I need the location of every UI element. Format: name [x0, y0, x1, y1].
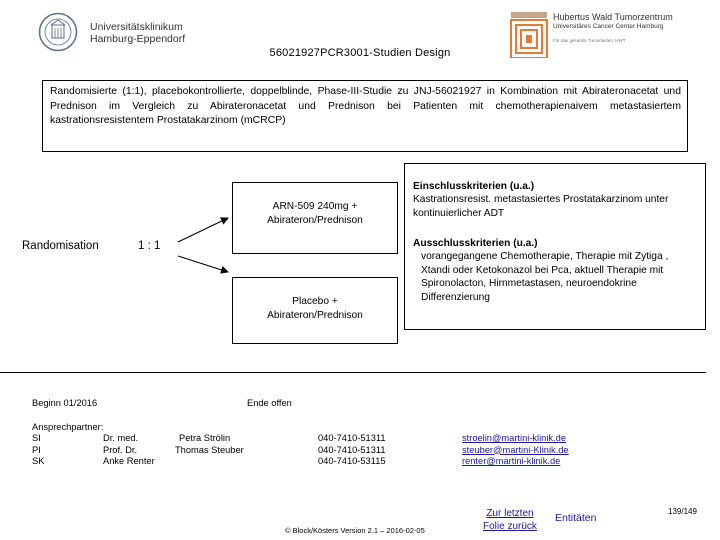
contacts-table: [32, 433, 592, 473]
arm-line: Placebo +: [292, 296, 338, 307]
end-date: Ende offen: [247, 398, 292, 408]
study-description-box: [42, 80, 688, 152]
university-seal-icon: [38, 12, 78, 52]
uke-logo: [38, 12, 198, 52]
inclusion-title: Einschlusskriterien (u.a.): [413, 181, 535, 192]
criteria-box: [404, 163, 706, 330]
contact-phone: 040-7410-53115: [318, 456, 386, 466]
contact-email-link[interactable]: steuber@martini-Klinik.de: [462, 444, 569, 455]
arrow-to-arm2: [178, 256, 228, 272]
contact-role: SI: [32, 433, 41, 443]
hwt-logo-line1: Hubertus Wald Tumorzentrum: [553, 12, 673, 22]
arrow-to-arm1: [178, 218, 228, 242]
randomisation-arrows: [170, 212, 236, 274]
inclusion-text: Kastrationsresist. metastasiertes Prostatakarzinom unter kontinuierlicher ADT: [413, 194, 669, 219]
arm-line: Abirateron/Prednison: [267, 215, 363, 226]
page-number: 139/149: [668, 507, 697, 516]
treatment-arm-box: [232, 182, 398, 254]
randomisation-ratio: 1 : 1: [138, 240, 161, 252]
placebo-arm-box: [232, 277, 398, 344]
contact-name: Petra Strölin: [179, 433, 231, 443]
entities-link[interactable]: Entitäten: [555, 512, 597, 524]
contact-title: Anke Renter: [103, 456, 155, 466]
copyright: © Block/Kösters Version 2.1 – 2016-02-05: [285, 526, 425, 535]
start-date: Beginn 01/2016: [32, 398, 98, 408]
contact-title: Dr. med.: [103, 433, 139, 443]
previous-slide-line1[interactable]: Zur letzten: [486, 508, 534, 519]
contacts-title: Ansprechpartner:: [32, 422, 104, 432]
uke-logo-text: [90, 21, 185, 45]
exclusion-text: vorangegangene Chemotherapie, Therapie mit Zytiga , Xtandi oder Ketokonazol bei Pca, aktuell Therapie mit Spironolacton, Hirnmetastasen, neuroendokrine Differenzierung: [421, 251, 669, 303]
section-divider: [0, 372, 706, 373]
contact-email-link[interactable]: renter@martini-klinik.de: [462, 456, 561, 466]
contact-role: SK: [32, 456, 45, 466]
contact-role: PI: [32, 444, 41, 455]
hwt-logo-tagline: Für das gesamte Tumorleiden: HWT: [553, 38, 626, 43]
study-description: Randomisierte (1:1), placebokontrollierte, doppelblinde, Phase-III-Studie zu JNJ-56021927 in Kombination mit Abirateronacetat und Prednison im Vergleich zu Abirateronacetat und Prednison bei Patienten mit chemotherapienaivem metastasiertem kastrationsresistentem Prostatakarzinom (mCRCP): [50, 86, 681, 126]
uke-logo-line2: Hamburg-Eppendorf: [90, 33, 186, 45]
contact-email-link[interactable]: stroelin@martini-klinik.de: [462, 433, 566, 443]
contact-name: Thomas Steuber: [175, 444, 244, 455]
uke-logo-line1: Universitätsklinikum: [90, 21, 183, 33]
previous-slide-link[interactable]: [483, 507, 537, 533]
contact-phone: 040-7410-51311: [318, 433, 386, 443]
exclusion-title: Ausschlusskriterien (u.a.): [413, 238, 538, 249]
randomisation-label: Randomisation: [22, 240, 99, 252]
hwt-logo: [510, 12, 710, 62]
previous-slide-line2[interactable]: Folie zurück: [483, 521, 537, 532]
arm-line: ARN-509 240mg +: [272, 201, 358, 212]
hwt-logo-line2: Universitäres Cancer Center Hamburg: [553, 23, 664, 30]
slide-title: 56021927PCR3001-Studien Design: [269, 47, 451, 59]
hwt-logo-text: [553, 13, 673, 31]
arm-line: Abirateron/Prednison: [267, 310, 363, 321]
contact-phone: 040-7410-51311: [318, 444, 386, 455]
contact-title: Prof. Dr.: [103, 444, 138, 455]
